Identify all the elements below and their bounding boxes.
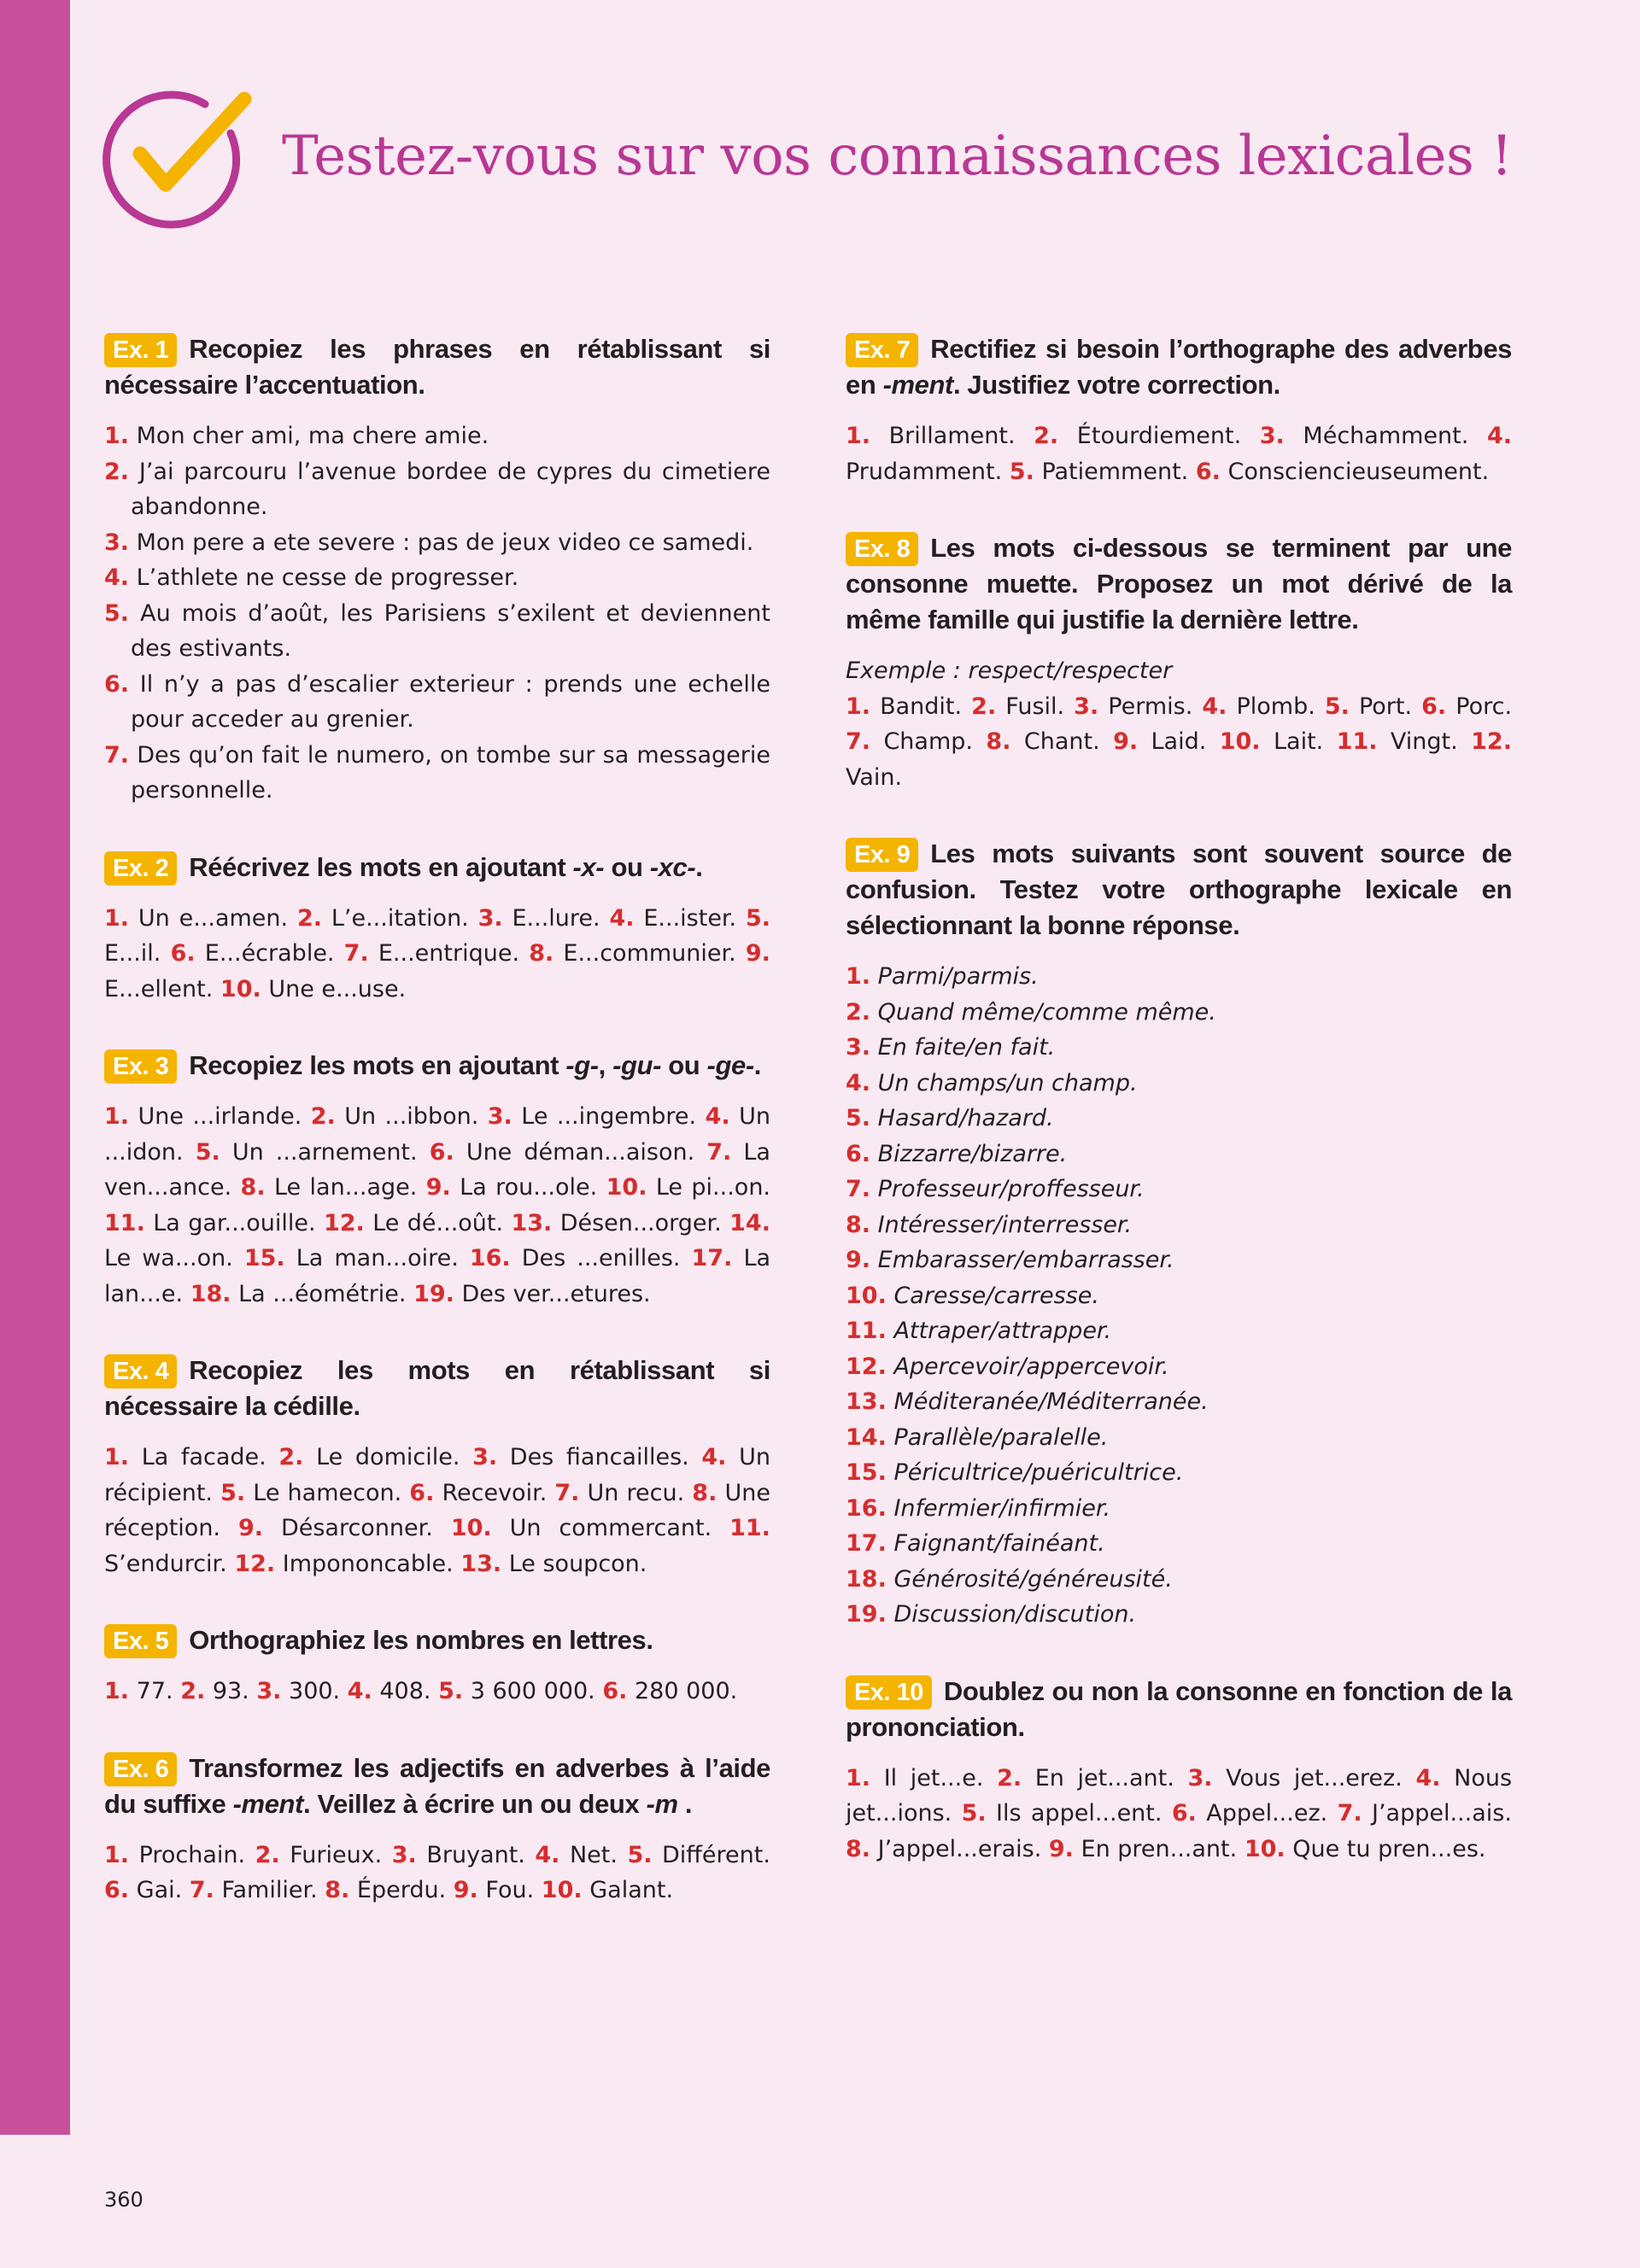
- exercise-badge: Ex. 4: [104, 1354, 177, 1388]
- exercise-9: [846, 836, 1512, 1633]
- exercise-badge: Ex. 2: [104, 851, 177, 886]
- instruction-text: Recopiez les phrases en rétablissant si nécessaire l’accentuation.: [104, 334, 770, 400]
- inline-items: 1. Une ...irlande. 2. Un ...ibbon. 3. Le ...ingembre. 4. Un ...idon. 5. Un ...arnement. 6. Une déman...aison. 7. La ven...ance. 8. Le lan...age. 9. La rou...ole. 10. Le pi...on. 11. La gar...ouille. 12. Le dé...oût. 13. Désen...orger. 14. Le wa...on. 15. La man...oire. 16. Des ...enilles. 17. La lan...e. 18. La ...éométrie. 19. Des ver...etures.: [104, 1103, 771, 1307]
- example-text: Exemple : respect/respecter: [846, 658, 1173, 684]
- list-item: 19. Discussion/discution.: [846, 1601, 1137, 1628]
- list-item: 1. Mon cher ami, ma chere amie.: [104, 423, 489, 449]
- inline-items: 1. La facade. 2. Le domicile. 3. Des fiancailles. 4. Un récipient. 5. Le hamecon. 6. Recevoir. 7. Un recu. 8. Une réception. 9. Désarconner. 10. Un commercant. 11. S’endurcir. 12. Impononcable. 13. Le soupcon.: [104, 1444, 770, 1577]
- list-item: 8. Intéresser/interresser.: [846, 1211, 1133, 1238]
- exercise-badge: Ex. 7: [846, 333, 918, 367]
- exercise-instruction: Ex. 7 Rectifiez si besoin l’orthographe des adverbes en -ment. Justifiez votre correction.: [846, 334, 1512, 400]
- list-item: 14. Parallèle/paralelle.: [846, 1423, 1109, 1451]
- list-item: 17. Faignant/fainéant.: [846, 1530, 1105, 1557]
- exercise-instruction: Ex. 2 Réécrivez les mots en ajoutant -x- ou -xc-.: [104, 850, 770, 886]
- inline-items: 1. Bandit. 2. Fusil. 3. Permis. 4. Plomb. 5. Port. 6. Porc. 7. Champ. 8. Chant. 9. Laid. 10. Lait. 11. Vingt. 12. Vain.: [846, 693, 1513, 791]
- item-list: [104, 418, 770, 809]
- page-number: 360: [104, 2188, 144, 2212]
- exercise-instruction: Ex. 4 Recopiez les mots en rétablissant si nécessaire la cédille.: [104, 1355, 770, 1421]
- inline-items: 1. 77. 2. 93. 3. 300. 4. 408. 5. 3 600 000. 6. 280 000.: [104, 1678, 738, 1704]
- page-title: Testez-vous sur vos connaissances lexicales !: [282, 125, 1513, 188]
- list-item: 7. Des qu’on fait le numero, on tombe sur sa messagerie personnelle.: [104, 741, 770, 804]
- exercise-6: [104, 1751, 770, 1909]
- exercise-instruction: Ex. 3 Recopiez les mots en ajoutant -g-, -gu- ou -ge-.: [104, 1048, 770, 1084]
- list-item: 18. Générosité/généreusité.: [846, 1565, 1173, 1593]
- exercise-7: [846, 331, 1512, 489]
- exercise-instruction: Ex. 8 Les mots ci-dessous se terminent par une consonne muette. Proposez un mot dérivé de la même famille qui justifie la dernière lettre.: [846, 533, 1512, 634]
- exercise-badge: Ex. 1: [104, 333, 177, 367]
- list-item: 5. Hasard/hazard.: [846, 1105, 1054, 1131]
- list-item: 4. L’athlete ne cesse de progresser.: [104, 564, 519, 591]
- checkmark-circle-icon: [102, 85, 255, 237]
- exercise-4: [104, 1353, 770, 1581]
- list-item: 1. Parmi/parmis.: [846, 963, 1039, 990]
- exercise-instruction: Ex. 6 Transformez les adjectifs en adverbes à l’aide du suffixe -ment. Veillez à écrire un ou deux -m .: [104, 1752, 770, 1819]
- exercise-badge: Ex. 8: [846, 532, 918, 566]
- list-item: 6. Il n’y a pas d’escalier exterieur : prends une echelle pour acceder au grenier.: [104, 670, 770, 733]
- page-header: [102, 85, 1555, 205]
- item-list: [846, 959, 1512, 1633]
- exercise-10: [846, 1674, 1512, 1868]
- list-item: 2. Quand même/comme même.: [846, 998, 1216, 1026]
- list-item: 12. Apercevoir/appercevoir.: [846, 1353, 1169, 1380]
- exercise-2: [104, 850, 770, 1008]
- list-item: 7. Professeur/proffesseur.: [846, 1176, 1145, 1202]
- list-item: 15. Péricultrice/puéricultrice.: [846, 1459, 1184, 1486]
- list-item: 4. Un champs/un champ.: [846, 1069, 1138, 1096]
- list-item: 2. J’ai parcouru l’avenue bordee de cypres du cimetiere abandonne.: [104, 458, 770, 520]
- list-item: 16. Infermier/infirmier.: [846, 1494, 1111, 1522]
- exercise-badge: Ex. 5: [104, 1624, 177, 1658]
- list-item: 11. Attraper/attrapper.: [846, 1318, 1112, 1344]
- list-item: 3. Mon pere a ete severe : pas de jeux video ce samedi.: [104, 529, 754, 556]
- inline-items: 1. Il jet...e. 2. En jet...ant. 3. Vous jet...erez. 4. Nous jet...ions. 5. Ils appel...ent. 6. Appel...ez. 7. J’appel...ais. 8. J’appel...erais. 9. En pren...ant. 10. Que tu pren...es.: [846, 1764, 1513, 1862]
- left-column: [104, 331, 770, 1949]
- exercise-instruction: [104, 331, 770, 403]
- exercise-instruction: Ex. 5 Orthographiez les nombres en lettres.: [104, 1622, 770, 1658]
- inline-items: 1. Prochain. 2. Furieux. 3. Bruyant. 4. Net. 5. Différent. 6. Gai. 7. Familier. 8. Éperdu. 9. Fou. 10. Galant.: [104, 1841, 770, 1903]
- inline-items: 1. Un e...amen. 2. L’e...itation. 3. E...lure. 4. E...ister. 5. E...il. 6. E...écrable. 7. E...entrique. 8. E...communier. 9. E...ellent. 10. Une e...use.: [104, 904, 771, 1002]
- list-item: 9. Embarasser/embarrasser.: [846, 1247, 1174, 1273]
- exercise-badge: Ex. 9: [846, 838, 918, 872]
- list-item: 5. Au mois d’août, les Parisiens s’exilent et deviennent des estivants.: [104, 599, 770, 662]
- exercise-badge: Ex. 6: [104, 1752, 177, 1786]
- exercise-5: [104, 1622, 770, 1710]
- exercise-instruction: Ex. 9 Les mots suivants sont souvent source de confusion. Testez votre orthographe lexicale en sélectionnant la bonne réponse.: [846, 839, 1512, 940]
- list-item: 10. Caresse/carresse.: [846, 1282, 1099, 1309]
- inline-items: 1. Brillament. 2. Étourdiement. 3. Méchamment. 4. Prudamment. 5. Patiemment. 6. Consciencieuseument.: [846, 423, 1512, 485]
- exercise-badge: Ex. 3: [104, 1049, 177, 1084]
- list-item: 6. Bizzarre/bizarre.: [846, 1140, 1068, 1167]
- side-bar: [0, 0, 70, 2135]
- exercise-instruction: Ex. 10 Doublez ou non la consonne en fonction de la prononciation.: [846, 1675, 1512, 1742]
- right-column: [846, 331, 1512, 1908]
- exercise-1: [104, 331, 770, 809]
- exercise-8: [846, 530, 1512, 795]
- list-item: 13. Méditeranée/Méditerranée.: [846, 1388, 1209, 1415]
- exercise-3: [104, 1048, 770, 1312]
- exercise-badge: Ex. 10: [846, 1675, 932, 1710]
- list-item: 3. En faite/en fait.: [846, 1034, 1056, 1061]
